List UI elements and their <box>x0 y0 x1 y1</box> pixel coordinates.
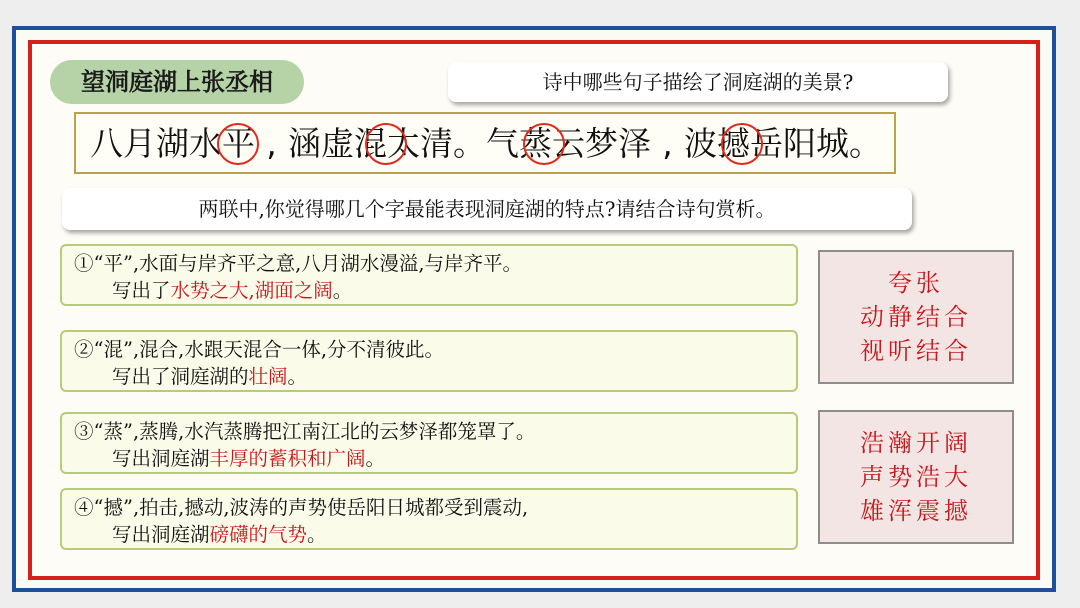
verse-char: 泽 <box>618 124 651 163</box>
circle-mark-zheng <box>523 123 565 165</box>
verse-char: 气 <box>486 124 519 163</box>
note-line: ①“平”,水面与岸齐平之意,八月湖水漫溢,与岸齐平。 <box>74 252 523 275</box>
question-key-characters: 两联中,你觉得哪几个字最能表现洞庭湖的特点?请结合诗句赏析。 <box>62 188 912 230</box>
verse-char: 涵 <box>288 124 321 163</box>
effect-item: 雄浑震撼 <box>860 497 972 525</box>
note-zheng <box>60 412 798 474</box>
circle-mark-hun <box>365 123 407 165</box>
note-line: ③“蒸”,蒸腾,水汽蒸腾把江南江北的云梦泽都笼罩了。 <box>74 420 536 443</box>
technique-item: 视听结合 <box>860 337 972 365</box>
verse-char: 水 <box>189 124 222 163</box>
note-highlight: 水势之大,湖面之阔 <box>170 279 333 302</box>
note-line: ④“撼”,拍击,撼动,波涛的声势使岳阳日城都受到震动, <box>74 496 529 519</box>
technique-item: 夸张 <box>888 269 944 297</box>
note-conclusion: 写出洞庭湖丰厚的蓄积和广阔。 <box>112 447 386 470</box>
circle-mark-ping <box>217 123 259 165</box>
verse-char: , <box>662 124 673 163</box>
technique-box <box>818 250 1014 384</box>
verse-char: 虚 <box>321 124 354 163</box>
note-han <box>60 488 798 550</box>
verse-char: 。 <box>453 124 486 163</box>
circle-mark-han <box>721 123 763 165</box>
verse-char: 湖 <box>156 124 189 163</box>
verse-char: 撼 <box>717 124 750 163</box>
note-line: ②“混”,混合,水跟天混合一体,分不清彼此。 <box>74 338 445 361</box>
verse-char: 太 <box>387 124 420 163</box>
verse-char: 城 <box>816 124 849 163</box>
note-conclusion: 写出了洞庭湖的壮阔。 <box>112 365 308 388</box>
verse-char: 八 <box>90 124 123 163</box>
effect-item: 浩瀚开阔 <box>860 429 972 457</box>
verse-char: 月 <box>123 124 156 163</box>
note-highlight: 磅礴的气势 <box>209 523 308 546</box>
effect-item: 声势浩大 <box>860 463 972 491</box>
poem-title: 望洞庭湖上张丞相 <box>50 60 304 104</box>
verse-char: 云 <box>552 124 585 163</box>
verse-line <box>90 124 882 164</box>
verse-char: , <box>266 124 277 163</box>
verse-char: 梦 <box>585 124 618 163</box>
note-highlight: 丰厚的蓄积和广阔 <box>209 447 366 470</box>
verse-char: 混 <box>354 124 387 163</box>
note-hun <box>60 330 798 392</box>
technique-item: 动静结合 <box>860 303 972 331</box>
verse-char: 平 <box>222 124 255 163</box>
verse-char: 岳 <box>750 124 783 163</box>
verse-char: 波 <box>684 124 717 163</box>
note-conclusion: 写出了水势之大,湖面之阔。 <box>112 279 353 302</box>
verse-char: 阳 <box>783 124 816 163</box>
question-beautiful-scenery: 诗中哪些句子描绘了洞庭湖的美景? <box>448 62 948 102</box>
verse-char: 。 <box>849 124 882 163</box>
note-highlight: 壮阔 <box>248 365 288 388</box>
effect-box <box>818 410 1014 544</box>
note-ping <box>60 244 798 306</box>
note-conclusion: 写出洞庭湖磅礴的气势。 <box>112 523 327 546</box>
verse-char: 清 <box>420 124 453 163</box>
verse-char: 蒸 <box>519 124 552 163</box>
